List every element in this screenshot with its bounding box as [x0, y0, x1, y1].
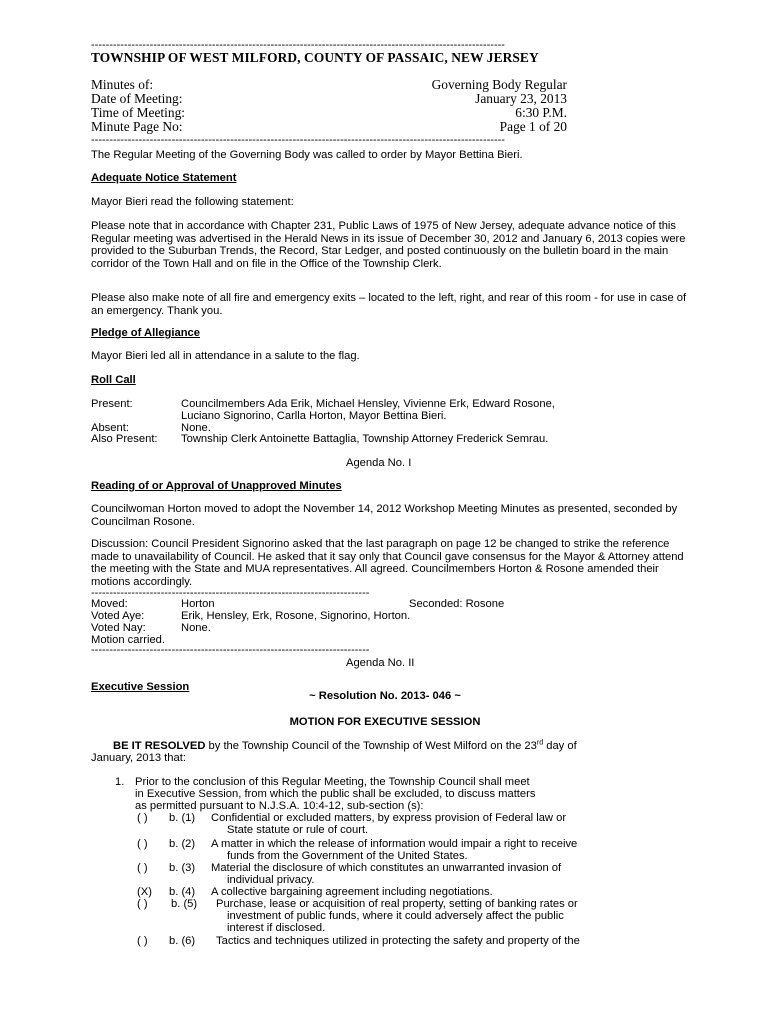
time-value: 6:30 P.M.	[515, 105, 567, 120]
also-present-value: Township Clerk Antoinette Battaglia, Township Attorney Frederick Semrau.	[181, 433, 549, 445]
opening-statement: The Regular Meeting of the Governing Body was called to order by Mayor Bettina Bieri.	[91, 149, 523, 161]
header-top-rule: -----------------------------------------------------------------------------------------------------------------	[91, 40, 505, 50]
pledge-text: Mayor Bieri led all in attendance in a salute to the flag.	[91, 350, 360, 362]
subsection-text: A collective bargaining agreement including negotiations.	[211, 886, 493, 898]
subsection-text: investment of public funds, where it could adversely affect the public	[227, 910, 564, 922]
header-bottom-rule: -----------------------------------------------------------------------------------------------------------------	[91, 135, 505, 145]
notice-heading: Adequate Notice Statement	[91, 172, 237, 184]
subsection-text: Tactics and techniques utilized in protecting the safety and property of the	[216, 935, 580, 947]
subsection-text: individual privacy.	[227, 874, 315, 886]
checkbox-b3: ( )	[137, 862, 148, 874]
executive-session-heading: Executive Session	[91, 681, 190, 693]
seconded-value: Seconded: Rosone	[409, 598, 505, 610]
moved-label: Moved:	[91, 598, 128, 610]
present-line-2: Luciano Signorino, Carlla Horton, Mayor Bettina Bieri.	[181, 410, 447, 422]
resolved-rest-2: day of	[543, 740, 577, 752]
checkbox-b1: ( )	[137, 812, 148, 824]
subsection-text: interest if disclosed.	[227, 922, 326, 934]
resolution-number: ~ Resolution No. 2013- 046 ~	[309, 690, 461, 702]
time-label: Time of Meeting:	[91, 105, 185, 120]
absent-label: Absent:	[91, 422, 129, 434]
subsection-text: funds from the Government of the United States.	[227, 850, 468, 862]
resolved-bold: BE IT RESOLVED	[113, 740, 206, 752]
checkbox-b6: ( )	[137, 935, 148, 947]
discussion-text: Discussion: Council President Signorino asked that the last paragraph on page 12 be changed to strike the reference made to unavailability of Council. He asked that it say only that Council gave consensus for the Mayor & Attorney attend the meeting with the State and MUA representatives. All agreed. Councilmembers Horton & Rosone amended their motions accordingly.	[91, 538, 684, 588]
present-label: Present:	[91, 398, 133, 410]
subsection-code: b. (1)	[169, 812, 196, 824]
subsection-code: b. (3)	[169, 862, 196, 874]
motion-title: MOTION FOR EXECUTIVE SESSION	[289, 716, 481, 728]
moved-value: Horton	[181, 598, 215, 610]
date-label: Date of Meeting:	[91, 91, 183, 106]
pledge-heading: Pledge of Allegiance	[91, 327, 201, 339]
subsection-code: b. (4)	[169, 886, 196, 898]
subsection-code: b. (6)	[169, 935, 196, 947]
subsection-text: Material the disclosure of which constitutes an unwarranted invasion of	[211, 862, 562, 874]
vote-top-rule: ----------------------------------------------------------------------------	[91, 588, 370, 598]
notice-intro: Mayor Bieri read the following statement:	[91, 196, 294, 208]
resolved-rest: by the Township Council of the Township of West Milford on the 23	[205, 740, 537, 752]
date-value: January 23, 2013	[475, 91, 567, 106]
subsection-text: State statute or rule of court.	[227, 824, 369, 836]
voted-aye-label: Voted Aye:	[91, 610, 145, 622]
voted-aye-value: Erik, Hensley, Erk, Rosone, Signorino, Horton.	[181, 610, 411, 622]
page-no-value: Page 1 of 20	[499, 119, 567, 134]
subsection-text: A matter in which the release of information would impair a right to receive	[211, 838, 578, 850]
present-line-1: Councilmembers Ada Erik, Michael Hensley, Vivienne Erk, Edward Rosone,	[181, 398, 555, 410]
subsection-code: b. (2)	[169, 838, 196, 850]
checkbox-b2: ( )	[137, 838, 148, 850]
document-title: TOWNSHIP OF WEST MILFORD, COUNTY OF PASSAIC, NEW JERSEY	[91, 50, 539, 65]
minutes-of-value: Governing Body Regular	[431, 77, 567, 92]
absent-value: None.	[181, 422, 211, 434]
vote-bottom-rule: ----------------------------------------------------------------------------	[91, 645, 370, 655]
minutes-heading: Reading of or Approval of Unapproved Minutes	[91, 480, 342, 492]
item-one-line: as permitted pursuant to N.J.S.A. 10:4-12, sub-section (s):	[135, 800, 424, 812]
subsection-text: Purchase, lease or acquisition of real property, setting of banking rates or	[216, 898, 578, 910]
resolved-superscript: rd	[536, 739, 544, 747]
minutes-of-label: Minutes of:	[91, 77, 154, 92]
exits-text: Please also make note of all fire and emergency exits – located to the left, right, and rear of this room - for use in case of an emergency. Thank you.	[91, 292, 687, 317]
notice-text: Please note that in accordance with Chapter 231, Public Laws of 1975 of New Jersey, adequate advance notice of this Regular meeting was advertised in the Herald News in its issue of December 30, 2012 and January 6, 2013 copies were provided to the Suburban Trends, the Record, Star Ledger, and posted continuously on the bulletin board in the main corridor of the Town Hall and on file in the Office of the Township Clerk.	[91, 220, 686, 270]
checkbox-b4: (X)	[137, 886, 152, 898]
voted-nay-label: Voted Nay:	[91, 622, 146, 634]
item-one-number: 1.	[115, 776, 125, 788]
page-no-label: Minute Page No:	[91, 119, 183, 134]
roll-heading: Roll Call	[91, 374, 136, 386]
motion-carried: Motion carried.	[91, 634, 165, 646]
item-one-line: in Executive Session, from which the public shall be excluded, to discuss matters	[135, 788, 536, 800]
agenda-two: Agenda No. II	[346, 657, 415, 669]
subsection-code: b. (5)	[171, 898, 198, 910]
resolved-line-1	[113, 740, 577, 753]
voted-nay-value: None.	[181, 622, 211, 634]
checkbox-b5: ( )	[137, 898, 148, 910]
also-present-label: Also Present:	[91, 433, 158, 445]
agenda-one: Agenda No. I	[346, 457, 412, 469]
item-one-line: Prior to the conclusion of this Regular Meeting, the Township Council shall meet	[135, 776, 530, 788]
minutes-motion-text: Councilwoman Horton moved to adopt the November 14, 2012 Workshop Meeting Minutes as presented, seconded by Councilman Rosone.	[91, 503, 678, 528]
resolved-line-2: January, 2013 that:	[91, 752, 186, 764]
subsection-text: Confidential or excluded matters, by express provision of Federal law or	[211, 812, 567, 824]
